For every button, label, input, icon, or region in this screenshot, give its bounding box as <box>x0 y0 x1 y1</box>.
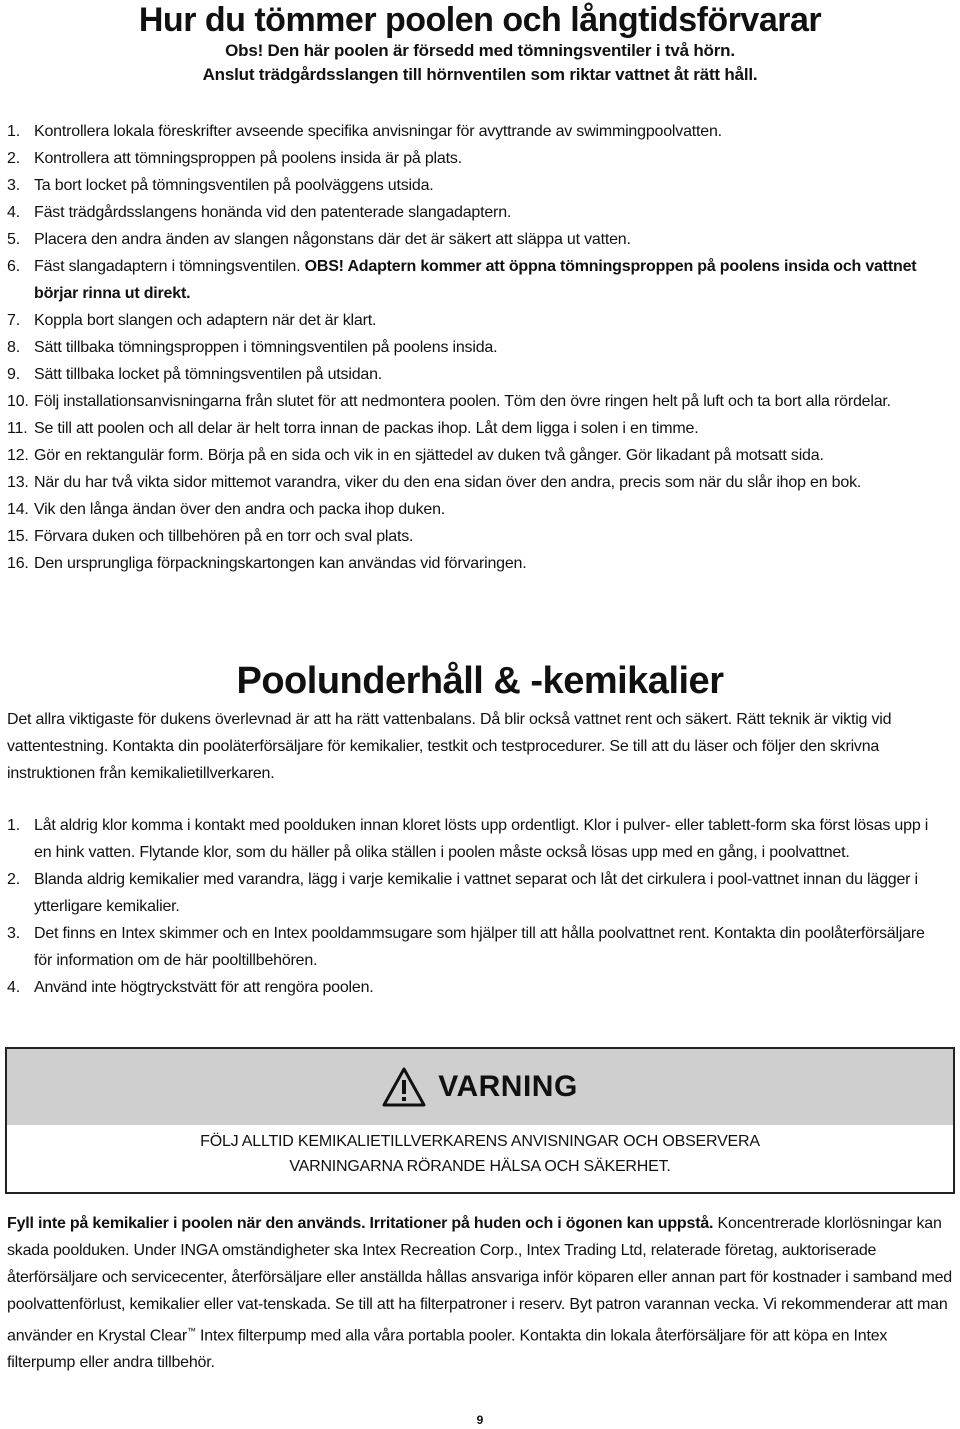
step-text: Ta bort locket på tömningsventilen på poolväggens utsida. <box>34 177 434 194</box>
item-text: Låt aldrig klor komma i kontakt med poolduken innan kloret lösts upp ordentligt. Klor i pulver- eller tablett-form ska först lösas upp i en hink vatten. Flytande klor, som du häller på olika ställen i poolen måste också lösas upp med en gång, i poolvattnet. <box>34 817 929 861</box>
drain-steps-list <box>7 118 952 577</box>
section-title: Poolunderhåll & -kemikalier <box>236 660 724 702</box>
list-item <box>7 442 952 469</box>
step-number: 13. <box>7 474 29 491</box>
bottom-paragraph <box>7 1210 955 1376</box>
chemical-rules-list <box>7 812 942 1001</box>
step-text: Kontrollera lokala föreskrifter avseende specifika anvisningar för avyttrande av swimmingpoolvatten. <box>34 123 722 140</box>
list-item <box>7 118 952 145</box>
obs-note-line-1: Obs! Den här poolen är försedd med tömningsventiler i två hörn. <box>225 41 735 60</box>
step-obs-note: OBS! Adaptern kommer att öppna tömningsproppen på poolens insida och vattnet börjar rinna ut direkt. <box>34 258 917 302</box>
step-number: 11. <box>7 420 28 437</box>
step-text: Förvara duken och tillbehören på en torr och sval plats. <box>34 528 414 545</box>
step-number: 7. <box>7 312 20 329</box>
step-number: 2. <box>7 150 20 167</box>
step-text: Vik den långa ändan över den andra och packa ihop duken. <box>34 501 446 518</box>
step-number: 16. <box>7 555 29 572</box>
step-number: 15. <box>7 528 29 545</box>
step-text: Placera den andra änden av slangen någonstans där det är säkert att släppa ut vatten. <box>34 231 631 248</box>
bottom-text-end: Intex filterpump med alla våra portabla pooler. Kontakta din lokala återförsäljare för att köpa en Intex filterpump eller andra tillbehör. <box>7 1327 888 1372</box>
step-number: 10. <box>7 393 29 410</box>
warning-header <box>7 1049 953 1125</box>
item-number: 3. <box>7 925 20 942</box>
warning-box <box>5 1047 955 1194</box>
bottom-bold-warning: Fyll inte på kemikalier i poolen när den används. Irritationer på huden och i ögonen kan uppstå. <box>7 1215 714 1232</box>
step-text: Fäst slangadaptern i tömningsventilen. <box>34 258 301 275</box>
list-item <box>7 812 942 866</box>
step-text: Kontrollera att tömningsproppen på poolens insida är på plats. <box>34 150 462 167</box>
page-title: Hur du tömmer poolen och långtidsförvarar <box>138 1 822 39</box>
step-text: Sätt tillbaka locket på tömningsventilen på utsidan. <box>34 366 383 383</box>
step-text: När du har två vikta sidor mittemot varandra, viker du den ena sidan över den andra, precis som när du slår ihop en bok. <box>34 474 862 491</box>
step-number: 12. <box>7 447 29 464</box>
step-text: Den ursprungliga förpackningskartongen kan användas vid förvaringen. <box>34 555 527 572</box>
step-number: 4. <box>7 204 20 221</box>
item-number: 1. <box>7 817 20 834</box>
step-number: 8. <box>7 339 20 356</box>
step-text: Följ installationsanvisningarna från slutet för att nedmontera poolen. Töm den övre ringen helt på luft och ta bort alla rördelar. <box>34 393 891 410</box>
list-item <box>7 145 952 172</box>
list-item <box>7 866 942 920</box>
warning-line-1: FÖLJ ALLTID KEMIKALIETILLVERKARENS ANVISNINGAR OCH OBSERVERA <box>200 1133 760 1150</box>
item-text: Blanda aldrig kemikalier med varandra, lägg i varje kemikalie i vattnet separat och låt det cirkulera i pool-vattnet innan du lägger i ytterligare kemikalier. <box>34 871 918 915</box>
step-text: Fäst trädgårdsslangens honända vid den patenterade slangadaptern. <box>34 204 512 221</box>
list-item <box>7 469 952 496</box>
list-item <box>7 523 952 550</box>
item-text: Det finns en Intex skimmer och en Intex pooldammsugare som hjälper till att hålla poolvattnet rent. Kontakta din poolåterförsäljare för information om de här pooltillbehören. <box>34 925 925 969</box>
step-number: 9. <box>7 366 20 383</box>
step-number: 3. <box>7 177 20 194</box>
obs-note-line-2: Anslut trädgårdsslangen till hörnventilen som riktar vattnet åt rätt håll. <box>202 65 758 84</box>
intro-paragraph: Det allra viktigaste för dukens överlevnad är att ha rätt vattenbalans. Då blir också vattnet rent och säkert. Rätt teknik är viktig vid vattentestning. Kontakta din pooläterförsäljare för kemikalier, testkit och testprocedurer. Se till att du läser och följer den skrivna instruktionen från kemikalietillverkaren. <box>7 711 892 782</box>
list-item <box>7 172 952 199</box>
list-item <box>7 496 952 523</box>
step-number: 1. <box>7 123 20 140</box>
item-text: Använd inte högtryckstvätt för att rengöra poolen. <box>34 979 374 996</box>
list-item <box>7 550 952 577</box>
step-text-with-note <box>34 253 952 307</box>
list-item <box>7 388 952 415</box>
step-number: 14. <box>7 501 29 518</box>
item-number: 4. <box>7 979 20 996</box>
warning-triangle-icon <box>382 1067 426 1107</box>
warning-line-2: VARNINGARNA RÖRANDE HÄLSA OCH SÄKERHET. <box>289 1158 671 1175</box>
list-item <box>7 334 952 361</box>
list-item <box>7 974 942 1001</box>
step-text: Se till att poolen och all delar är helt torra innan de packas ihop. Låt dem ligga i solen i en timme. <box>34 420 699 437</box>
list-item <box>7 415 952 442</box>
step-text: Gör en rektangulär form. Börja på en sida och vik in en sjättedel av duken två gånger. Gör likadant på motsatt sida. <box>34 447 824 464</box>
trademark-symbol: ™ <box>187 1326 196 1336</box>
list-item <box>7 361 952 388</box>
step-number: 5. <box>7 231 20 248</box>
list-item <box>7 226 952 253</box>
step-text: Sätt tillbaka tömningsproppen i tömningsventilen på poolens insida. <box>34 339 498 356</box>
list-item <box>7 199 952 226</box>
step-number: 6. <box>7 258 20 275</box>
list-item <box>7 307 952 334</box>
list-item <box>7 920 942 974</box>
bottom-text: Koncentrerade klorlösningar kan skada poolduken. Under INGA omständigheter ska Intex Recreation Corp., Intex Trading Ltd, relaterade företag, auktoriserade återförsäljare och servicecenter, återförsäljare eller anställda hållas ansvariga inför köparen eller annan part för kostnader i samband med poolvattenförlust, kemikalier eller vat-tenskada. Se till att ha filterpatroner i reserv. Byt patron varannan vecka. Vi rekommenderar att man använder en Krystal Clear <box>7 1215 952 1345</box>
item-number: 2. <box>7 871 20 888</box>
page-number: 9 <box>476 1413 484 1427</box>
warning-title: VARNING <box>438 1070 578 1103</box>
step-text: Koppla bort slangen och adaptern när det är klart. <box>34 312 377 329</box>
list-item <box>7 253 952 307</box>
